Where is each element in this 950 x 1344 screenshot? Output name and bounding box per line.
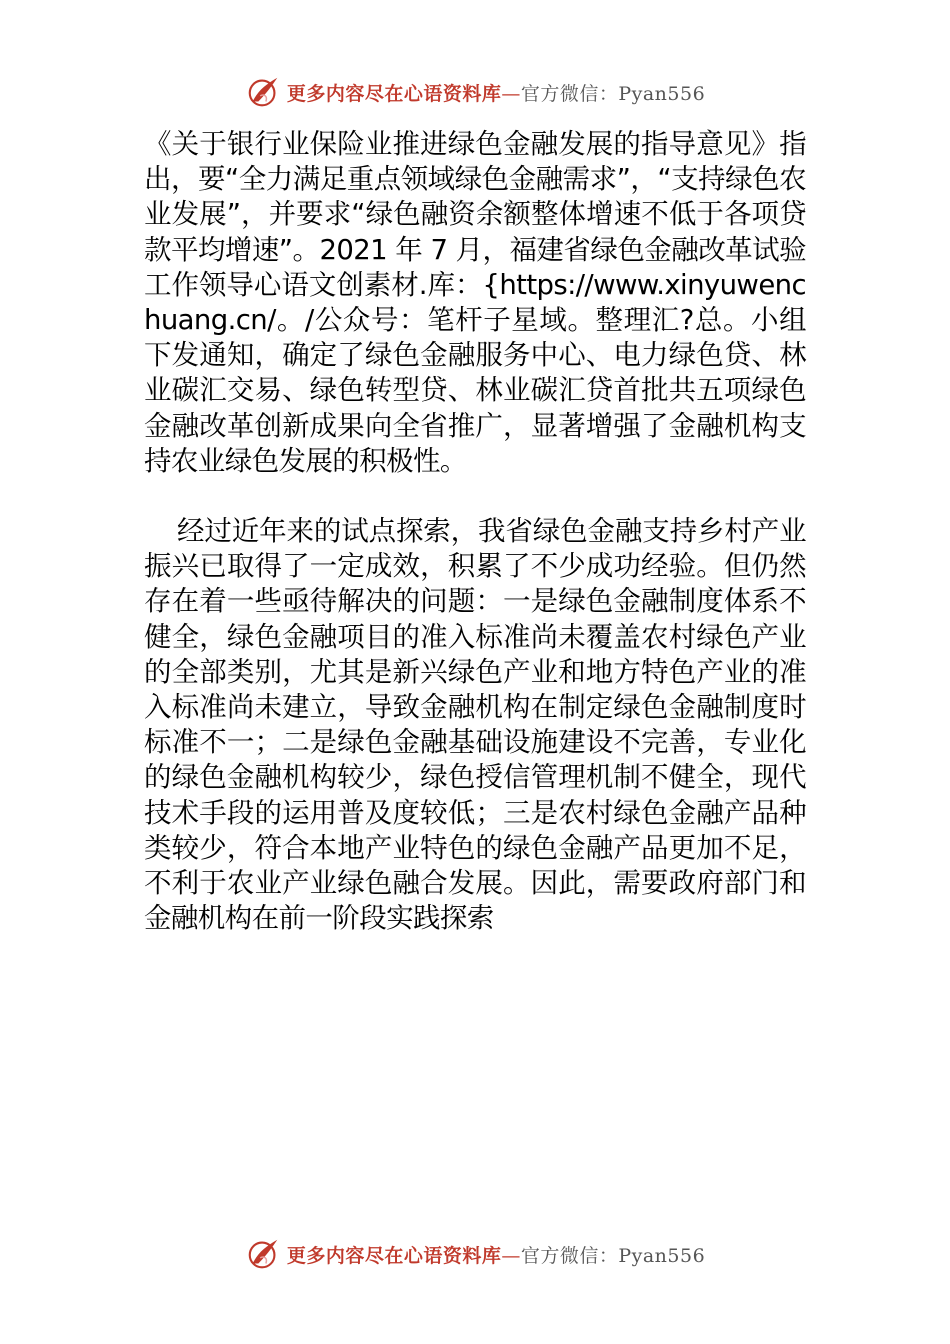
paragraph: 经过近年来的试点探索，我省绿色金融支持乡村产业振兴已取得了一定成效，积累了不少成功经验。但仍然存在着一些亟待解决的问题：一是绿色金融制度体系不健全，绿色金融项目的准入标准尚未覆盖农村绿色产业的全部类别，尤其是新兴绿色产业和地方特色产业的准入标准尚未建立，导致金融机构在制定绿色金融制度时标准不一；二是绿色金融基础设施建设不完善，专业化的绿色金融机构较少，绿色授信管理机制不健全，现代技术手段的运用普及度较低；三是农村绿色金融产品种类较少，符合本地产业特色的绿色金融产品更加不足，不利于农业产业绿色融合发展。因此，需要政府部门和金融机构在前一阶段实践探索: [144, 515, 806, 935]
brush-logo-icon: [245, 1235, 283, 1273]
watermark-main-text: 更多内容尽在心语资料库: [286, 1244, 502, 1267]
paragraph: 《关于银行业保险业推进绿色金融发展的指导意见》指出，要“全力满足重点领域绿色金融需求”，“支持绿色农业发展”，并要求“绿色融资余额整体增速不低于各项贷款平均增速”。2021 年 7 月，福建省绿色金融改革试验工作领导心语文创素材.库：{https://www.xinyuwenchuang.cn/。/公众号：笔杆子星域。整理汇?总。小组下发通知，确定了绿色金融服务中心、电力绿色贷、林业碳汇交易、绿色转型贷、林业碳汇贷首批共五项绿色金融改革创新成果向全省推广，显著增强了金融机构支持农业绿色发展的积极性。: [144, 128, 806, 477]
watermark-main-text: 更多内容尽在心语资料库: [286, 82, 502, 105]
header-watermark: [0, 70, 950, 114]
footer-watermark: [0, 1232, 950, 1276]
document-body: [144, 127, 806, 936]
watermark-text: [287, 1241, 705, 1268]
watermark-text: [287, 79, 705, 106]
watermark-wechat-text: 官方微信：Pyan556: [520, 82, 706, 105]
watermark-separator: —: [501, 1244, 521, 1267]
brush-logo-icon: [245, 73, 283, 111]
watermark-wechat-text: 官方微信：Pyan556: [520, 1244, 706, 1267]
watermark-separator: —: [501, 82, 521, 105]
